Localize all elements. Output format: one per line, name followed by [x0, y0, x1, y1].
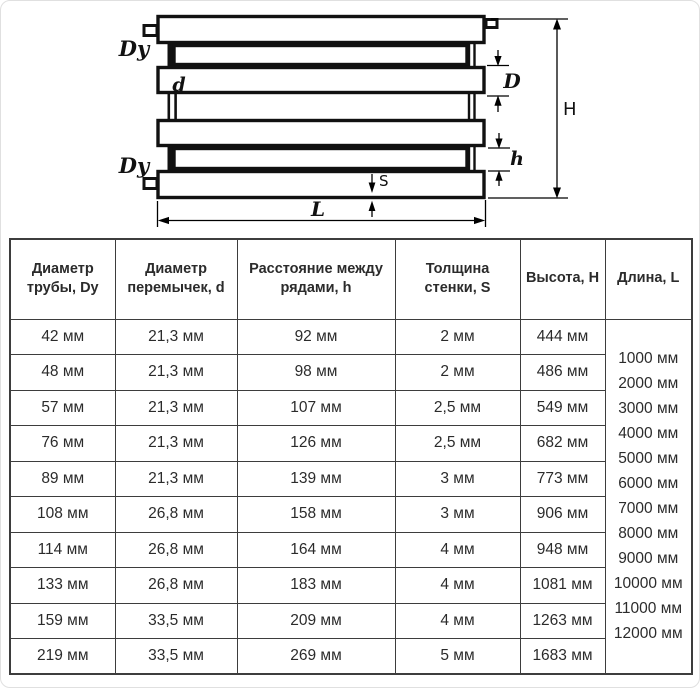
arrow-up-icon [553, 19, 561, 30]
length-item: 3000 мм [618, 400, 679, 418]
cell-lengths [605, 319, 692, 674]
table-row [10, 355, 692, 391]
jumper-right-double-middle [469, 93, 475, 121]
spec-table [9, 238, 693, 675]
cell-d: 26,8 мм [115, 497, 237, 533]
cell-dy: 48 мм [10, 355, 115, 391]
stub-top-left [144, 26, 157, 36]
header-row [10, 239, 692, 319]
cell-dy: 114 мм [10, 532, 115, 568]
cell-dy: 89 мм [10, 461, 115, 497]
cell-d: 33,5 мм [115, 603, 237, 639]
cell-dy: 219 мм [10, 639, 115, 675]
cell-h: 139 мм [237, 461, 395, 497]
col-header-length: Длина, L [605, 239, 692, 319]
cell-H: 948 мм [520, 532, 605, 568]
pipe-row-1 [158, 17, 484, 43]
cell-H: 773 мм [520, 461, 605, 497]
cell-H: 682 мм [520, 426, 605, 462]
jumper-right-double-top [469, 43, 475, 67]
cell-h: 98 мм [237, 355, 395, 391]
pipe-row-3 [158, 68, 484, 93]
dim-h [488, 133, 510, 186]
length-item: 12000 мм [613, 625, 683, 643]
table-row [10, 390, 692, 426]
dim-label-Dy-bottom: Dy [118, 153, 150, 178]
pipe-register-diagram [1, 1, 700, 233]
arrow-right-icon [474, 217, 485, 224]
table-row [10, 532, 692, 568]
arrow-up-icon [369, 201, 376, 211]
stub-bottom-left [144, 179, 157, 189]
cell-d: 21,3 мм [115, 461, 237, 497]
table-row [10, 603, 692, 639]
pipe-row-4 [158, 121, 484, 146]
cell-d: 26,8 мм [115, 568, 237, 604]
dim-label-Dy-top: Dy [118, 36, 150, 61]
cell-dy: 108 мм [10, 497, 115, 533]
arrow-down-icon [494, 56, 501, 66]
cell-H: 444 мм [520, 319, 605, 355]
col-header-jumper-diameter: Диаметр перемычек, d [115, 239, 237, 319]
length-item: 5000 мм [618, 450, 679, 468]
cell-d: 26,8 мм [115, 532, 237, 568]
cell-dy: 57 мм [10, 390, 115, 426]
length-item: 8000 мм [618, 525, 679, 543]
cell-s: 2,5 мм [395, 390, 520, 426]
cell-s: 4 мм [395, 532, 520, 568]
cell-s: 3 мм [395, 497, 520, 533]
cell-H: 1683 мм [520, 639, 605, 675]
cell-h: 209 мм [237, 603, 395, 639]
cell-h: 126 мм [237, 426, 395, 462]
cell-d: 21,3 мм [115, 319, 237, 355]
cell-s: 2 мм [395, 319, 520, 355]
cell-H: 1263 мм [520, 603, 605, 639]
dim-label-S: S [379, 172, 389, 190]
cell-s: 4 мм [395, 568, 520, 604]
length-item: 10000 мм [613, 575, 683, 593]
cell-s: 4 мм [395, 603, 520, 639]
arrow-down-icon [553, 188, 561, 199]
length-item: 2000 мм [618, 375, 679, 393]
dim-label-H: H [563, 99, 577, 120]
table-row [10, 461, 692, 497]
cell-H: 549 мм [520, 390, 605, 426]
cell-H: 486 мм [520, 355, 605, 391]
jumper-right-double-bottom [469, 146, 475, 171]
col-header-row-distance: Расстояние между рядами, h [237, 239, 395, 319]
length-item: 4000 мм [618, 425, 679, 443]
cell-s: 2 мм [395, 355, 520, 391]
table-row [10, 497, 692, 533]
length-item: 11000 мм [614, 600, 683, 618]
pipe-row-5 [174, 149, 467, 169]
cell-s: 5 мм [395, 639, 520, 675]
length-item: 1000 мм [618, 350, 679, 368]
cell-h: 158 мм [237, 497, 395, 533]
cell-H: 1081 мм [520, 568, 605, 604]
length-item: 7000 мм [618, 500, 679, 518]
cell-h: 164 мм [237, 532, 395, 568]
length-item: 6000 мм [618, 475, 679, 493]
cell-d: 33,5 мм [115, 639, 237, 675]
table-row [10, 426, 692, 462]
cell-h: 107 мм [237, 390, 395, 426]
cell-d: 21,3 мм [115, 355, 237, 391]
cell-dy: 159 мм [10, 603, 115, 639]
dim-label-D: D [503, 69, 521, 93]
dim-label-h: h [510, 148, 524, 170]
cell-dy: 76 мм [10, 426, 115, 462]
stub-top-right [486, 20, 497, 28]
dim-label-L: L [310, 197, 326, 221]
arrow-left-icon [158, 217, 169, 224]
length-list [606, 321, 692, 672]
cell-h: 183 мм [237, 568, 395, 604]
cell-H: 906 мм [520, 497, 605, 533]
cell-s: 2,5 мм [395, 426, 520, 462]
cell-dy: 42 мм [10, 319, 115, 355]
col-header-wall-thickness: Толщина стенки, S [395, 239, 520, 319]
cell-h: 269 мм [237, 639, 395, 675]
arrow-down-icon [495, 139, 502, 149]
pipe-row-6 [158, 172, 484, 198]
length-item: 9000 мм [618, 550, 679, 568]
jumper-left-double [169, 93, 176, 121]
cell-d: 21,3 мм [115, 426, 237, 462]
dim-label-d: d [172, 74, 186, 96]
table-row [10, 568, 692, 604]
arrow-up-icon [495, 170, 502, 181]
arrow-up-icon [494, 95, 501, 106]
cell-h: 92 мм [237, 319, 395, 355]
col-header-pipe-diameter: Диаметр трубы, Dy [10, 239, 115, 319]
pipe-row-2 [174, 46, 467, 65]
table-row [10, 319, 692, 355]
cell-s: 3 мм [395, 461, 520, 497]
cell-d: 21,3 мм [115, 390, 237, 426]
table-row [10, 639, 692, 675]
cell-dy: 133 мм [10, 568, 115, 604]
col-header-height: Высота, H [520, 239, 605, 319]
